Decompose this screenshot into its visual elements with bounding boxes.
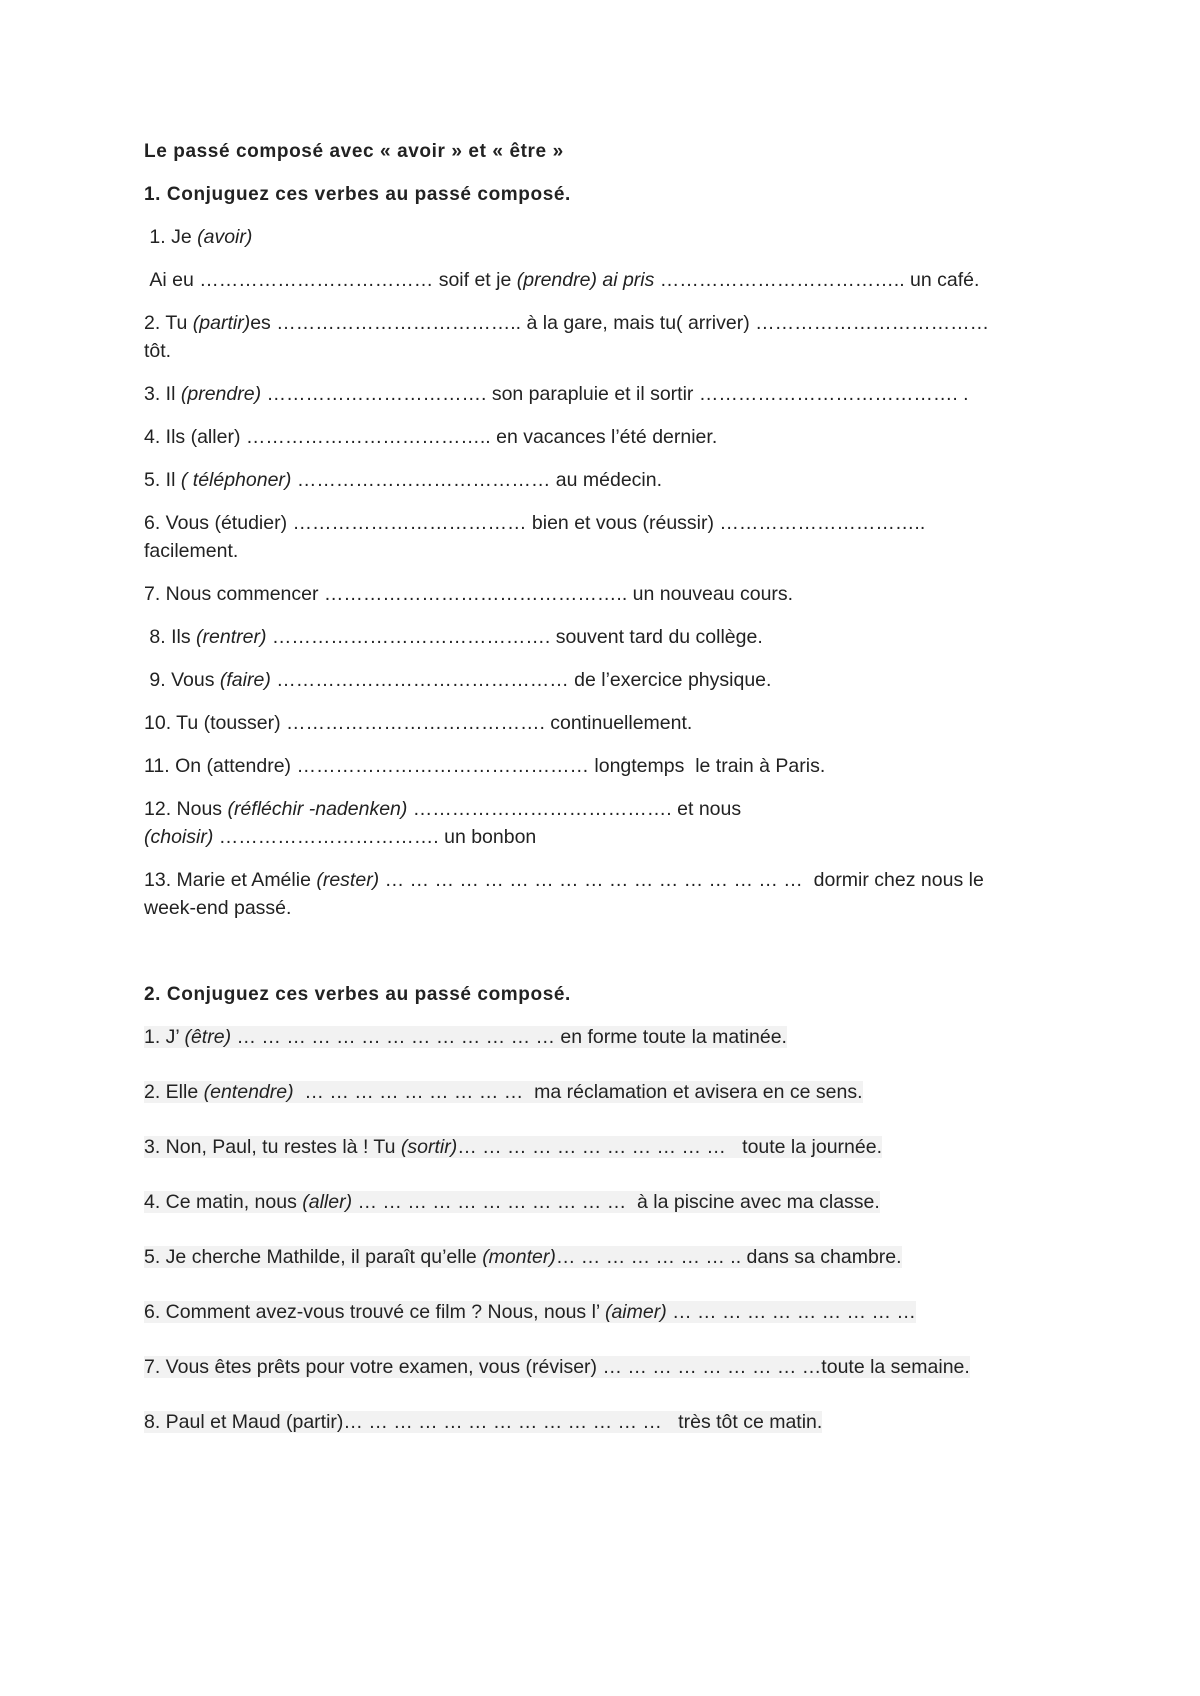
exercise-text: 13. Marie et Amélie xyxy=(144,869,317,891)
exercise-text: ……………………………………. souvent tard du collège. xyxy=(266,626,763,648)
verb-hint: (rester) xyxy=(316,869,380,891)
exercise-text: 5. Je cherche Mathilde, il paraît qu’elle xyxy=(144,1246,483,1268)
exercise-text: 7. Nous commencer ……………………………………….. un nouveau cours. xyxy=(144,583,794,605)
verb-hint: (avoir) xyxy=(197,226,253,248)
verb-hint: (faire) xyxy=(219,669,271,691)
exercise-item xyxy=(144,1298,1080,1326)
exercise-item xyxy=(144,1078,1080,1106)
verb-hint: (aimer) xyxy=(604,1301,667,1323)
exercise-item xyxy=(144,223,1080,251)
exercise-item xyxy=(144,1023,1080,1051)
exercise-text: … … … … … … … … … ma réclamation et avisera en ce sens. xyxy=(293,1081,863,1103)
exercise-item xyxy=(144,309,1080,365)
exercise-item xyxy=(144,466,1080,494)
exercise-item xyxy=(144,709,1080,737)
section-2-heading: 2. Conjuguez ces verbes au passé composé. xyxy=(144,984,571,1005)
exercise-text: … … … … … … … … … … … à la piscine avec ma classe. xyxy=(352,1191,880,1213)
exercise-text: 11. On (attendre) ……………………………………… longtemps le train à Paris. xyxy=(144,755,826,777)
exercise-text: 1. J’ xyxy=(144,1026,185,1048)
verb-hint: (être) xyxy=(184,1026,232,1048)
exercise-item xyxy=(144,380,1080,408)
exercise-item xyxy=(144,1243,1080,1271)
exercise-text: … … … … … … … .. dans sa chambre. xyxy=(555,1246,902,1268)
exercise-item xyxy=(144,666,1080,694)
exercise-text: 9. Vous xyxy=(144,669,220,691)
exercise-item xyxy=(144,423,1080,451)
exercise-text: ………………………………… au médecin. xyxy=(291,469,663,491)
exercise-text: … … … … … … … … … … xyxy=(666,1301,916,1323)
exercise-text: ……………………………….. un café. xyxy=(654,269,980,291)
exercise-text: 2. Tu xyxy=(144,312,193,334)
exercise-text: …………………………………. et nous xyxy=(412,798,742,820)
exercise-text: 5. Il xyxy=(144,469,181,491)
section-2 xyxy=(144,983,1080,1436)
exercise-text: Ai eu ……………………………… soif et je xyxy=(144,269,517,291)
exercise-item xyxy=(144,866,1080,922)
verb-hint: (sortir) xyxy=(400,1136,458,1158)
verb-hint: (choisir) xyxy=(144,826,214,848)
exercise-text: 8. Ils xyxy=(144,626,197,648)
exercise-text: … … … … … … … … … … … toute la journée. xyxy=(457,1136,883,1158)
exercise-item xyxy=(144,1188,1080,1216)
exercise-item xyxy=(144,509,1080,565)
verb-hint: (partir) xyxy=(192,312,251,334)
exercise-text: 3. Non, Paul, tu restes là ! Tu xyxy=(144,1136,401,1158)
exercise-text: 1. Je xyxy=(144,226,198,248)
document-title: Le passé composé avec « avoir » et « être » xyxy=(144,141,564,162)
exercise-text: 12. Nous xyxy=(144,798,228,820)
exercise-text: 6. Vous (étudier) ……………………………… bien et vous (réussir) ………………………….. facilement. xyxy=(144,512,926,562)
verb-hint: (prendre) ai pris xyxy=(516,269,655,291)
verb-hint: (rentrer) xyxy=(196,626,267,648)
exercise-item xyxy=(144,1353,1080,1381)
exercise-item xyxy=(144,580,1080,608)
exercise-text: ……………………………………… de l’exercice physique. xyxy=(270,669,772,691)
exercise-item xyxy=(144,1133,1080,1161)
exercise-text: 6. Comment avez-vous trouvé ce film ? Nous, nous l’ xyxy=(144,1301,605,1323)
verb-hint: ( téléphoner) xyxy=(180,469,292,491)
exercise-text: es ……………………………….. à la gare, mais tu( arriver) ……………………………… tôt. xyxy=(144,312,990,362)
exercise-text: 3. Il xyxy=(144,383,181,405)
exercise-text: 4. Ils (aller) ……………………………….. en vacances l’été dernier. xyxy=(144,426,718,448)
verb-hint: (prendre) xyxy=(180,383,262,405)
exercise-item xyxy=(144,1408,1080,1436)
exercise-item xyxy=(144,795,1080,851)
verb-hint: (entendre) xyxy=(203,1081,294,1103)
exercise-text: ……………………………. son parapluie et il sortir …………………………………. . xyxy=(261,383,969,405)
section-spacer xyxy=(144,937,1080,983)
exercise-item xyxy=(144,623,1080,651)
exercise-text: … … … … … … … … … … … … … en forme toute la matinée. xyxy=(231,1026,787,1048)
exercise-text: ……………………………. un bonbon xyxy=(213,826,537,848)
verb-hint: (réfléchir -nadenken) xyxy=(227,798,408,820)
exercise-text: 4. Ce matin, nous xyxy=(144,1191,303,1213)
section-1 xyxy=(144,183,1080,922)
verb-hint: (aller) xyxy=(302,1191,353,1213)
exercise-text: 2. Elle xyxy=(144,1081,204,1103)
section-1-heading: 1. Conjuguez ces verbes au passé composé. xyxy=(144,184,571,205)
section-1-exercises xyxy=(144,223,1080,922)
exercise-item xyxy=(144,752,1080,780)
verb-hint: (monter) xyxy=(482,1246,556,1268)
exercise-text: … … … … … … … … … … … … … … … … … dormir chez nous le week-end passé. xyxy=(144,869,984,919)
section-2-exercises xyxy=(144,1023,1080,1436)
exercise-text: 10. Tu (tousser) …………………………………. continuellement. xyxy=(144,712,693,734)
exercise-text: 7. Vous êtes prêts pour votre examen, vous (réviser) … … … … … … … … …toute la semaine. xyxy=(144,1356,970,1378)
exercise-item xyxy=(144,266,1080,294)
exercise-text: 8. Paul et Maud (partir)… … … … … … … … … … … … … très tôt ce matin. xyxy=(144,1411,823,1433)
